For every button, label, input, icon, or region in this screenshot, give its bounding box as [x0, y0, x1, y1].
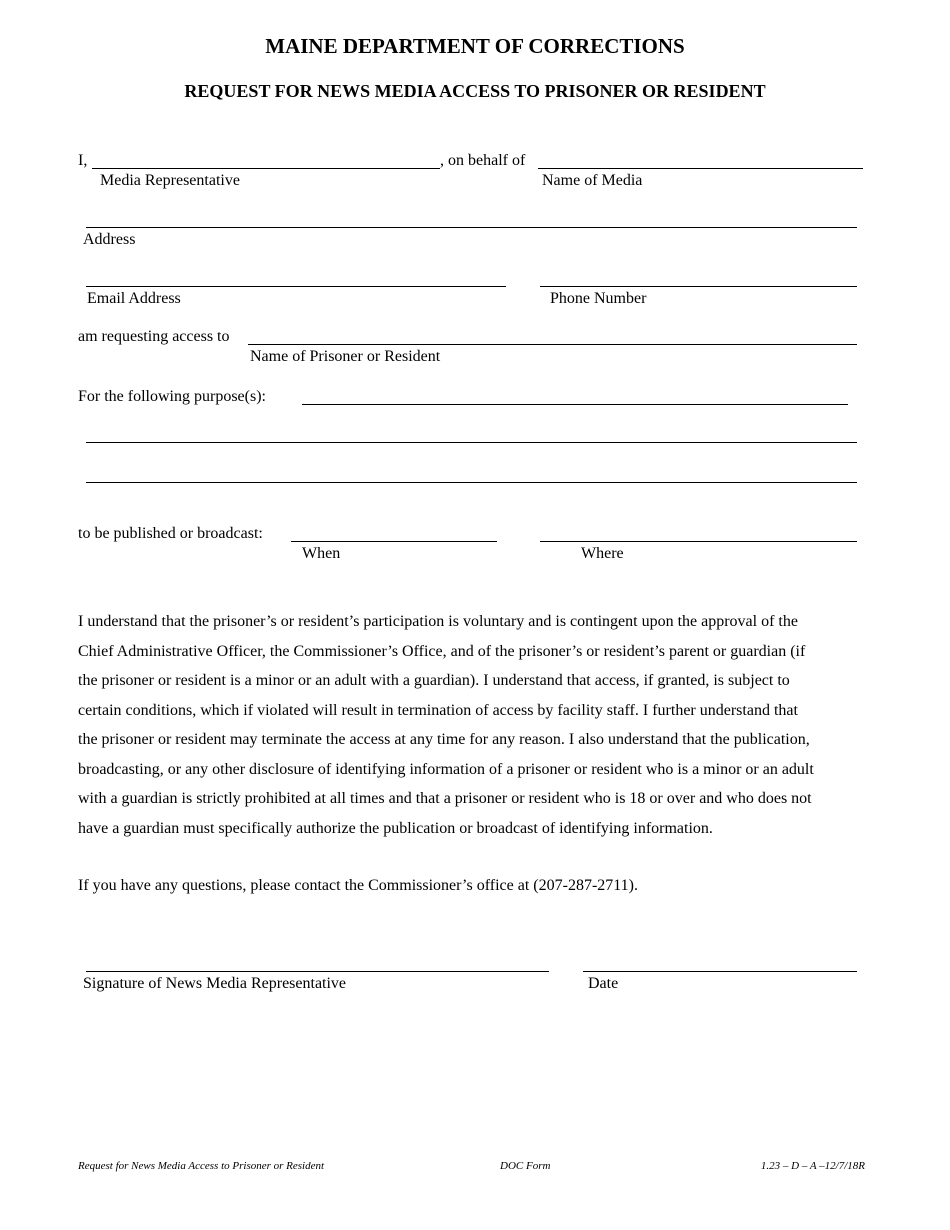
date-label: Date — [588, 975, 619, 992]
phone-label: Phone Number — [550, 290, 647, 307]
on-behalf-of-text: , on behalf of — [440, 152, 526, 169]
where-label: Where — [581, 545, 624, 562]
paragraph-line: I understand that the prisoner’s or resident’s participation is voluntary and is contingent upon the approval of the — [78, 613, 798, 630]
signature-label: Signature of News Media Representative — [83, 975, 347, 992]
when-label: When — [302, 545, 341, 562]
media-representative-label: Media Representative — [100, 172, 240, 189]
paragraph-line: the prisoner or resident may terminate the access at any time for any reason. I also understand that the publication, — [78, 731, 810, 748]
contact-text: If you have any questions, please contact the Commissioner’s office at (207-287-2711). — [78, 877, 639, 894]
footer-doc-form: DOC Form — [500, 1160, 551, 1172]
phone-field[interactable] — [540, 286, 857, 287]
paragraph-line: certain conditions, which if violated will result in termination of access by facility staff. I further understand that — [78, 701, 798, 719]
prisoner-name-label: Name of Prisoner or Resident — [250, 348, 441, 365]
email-field[interactable] — [86, 286, 506, 287]
purpose-text: For the following purpose(s): — [78, 388, 266, 405]
when-field[interactable] — [291, 541, 497, 542]
media-name-field[interactable] — [538, 168, 863, 169]
where-field[interactable] — [540, 541, 857, 542]
purpose-field-1[interactable] — [302, 404, 848, 405]
paragraph-line: Chief Administrative Officer, the Commissioner’s Office, and of the prisoner’s or resident’s parent or guardian (if — [78, 642, 806, 660]
email-label: Email Address — [87, 290, 181, 307]
agency-title: MAINE DEPARTMENT OF CORRECTIONS — [265, 34, 685, 58]
date-field[interactable] — [583, 971, 857, 972]
paragraph-line: have a guardian must specifically authorize the publication or broadcast of identifying information. — [78, 819, 713, 837]
paragraph-line: broadcasting, or any other disclosure of identifying information of a prisoner or resident who is a minor or an adult — [78, 760, 814, 778]
purpose-field-3[interactable] — [86, 482, 857, 483]
address-label: Address — [83, 231, 136, 248]
prisoner-name-field[interactable] — [248, 344, 857, 345]
form-title: REQUEST FOR NEWS MEDIA ACCESS TO PRISONER OR RESIDENT — [184, 81, 766, 101]
signature-field[interactable] — [86, 971, 549, 972]
media-name-label: Name of Media — [542, 172, 643, 189]
requesting-access-text: am requesting access to — [78, 328, 230, 345]
paragraph-line: the prisoner or resident is a minor or an adult with a guardian). I understand that access, if granted, is subject to — [78, 672, 790, 689]
purpose-field-2[interactable] — [86, 442, 857, 443]
address-field[interactable] — [86, 227, 857, 228]
published-text: to be published or broadcast: — [78, 525, 263, 542]
paragraph-line: with a guardian is strictly prohibited at all times and that a prisoner or resident who is 18 or over and who does not — [78, 790, 812, 807]
acknowledgement-paragraph — [78, 607, 878, 843]
i-prefix: I, — [78, 152, 88, 169]
footer-form-name: Request for News Media Access to Prisoner or Resident — [78, 1160, 325, 1172]
media-representative-field[interactable] — [92, 168, 440, 169]
footer-form-number: 1.23 – D – A –12/7/18R — [760, 1160, 865, 1172]
